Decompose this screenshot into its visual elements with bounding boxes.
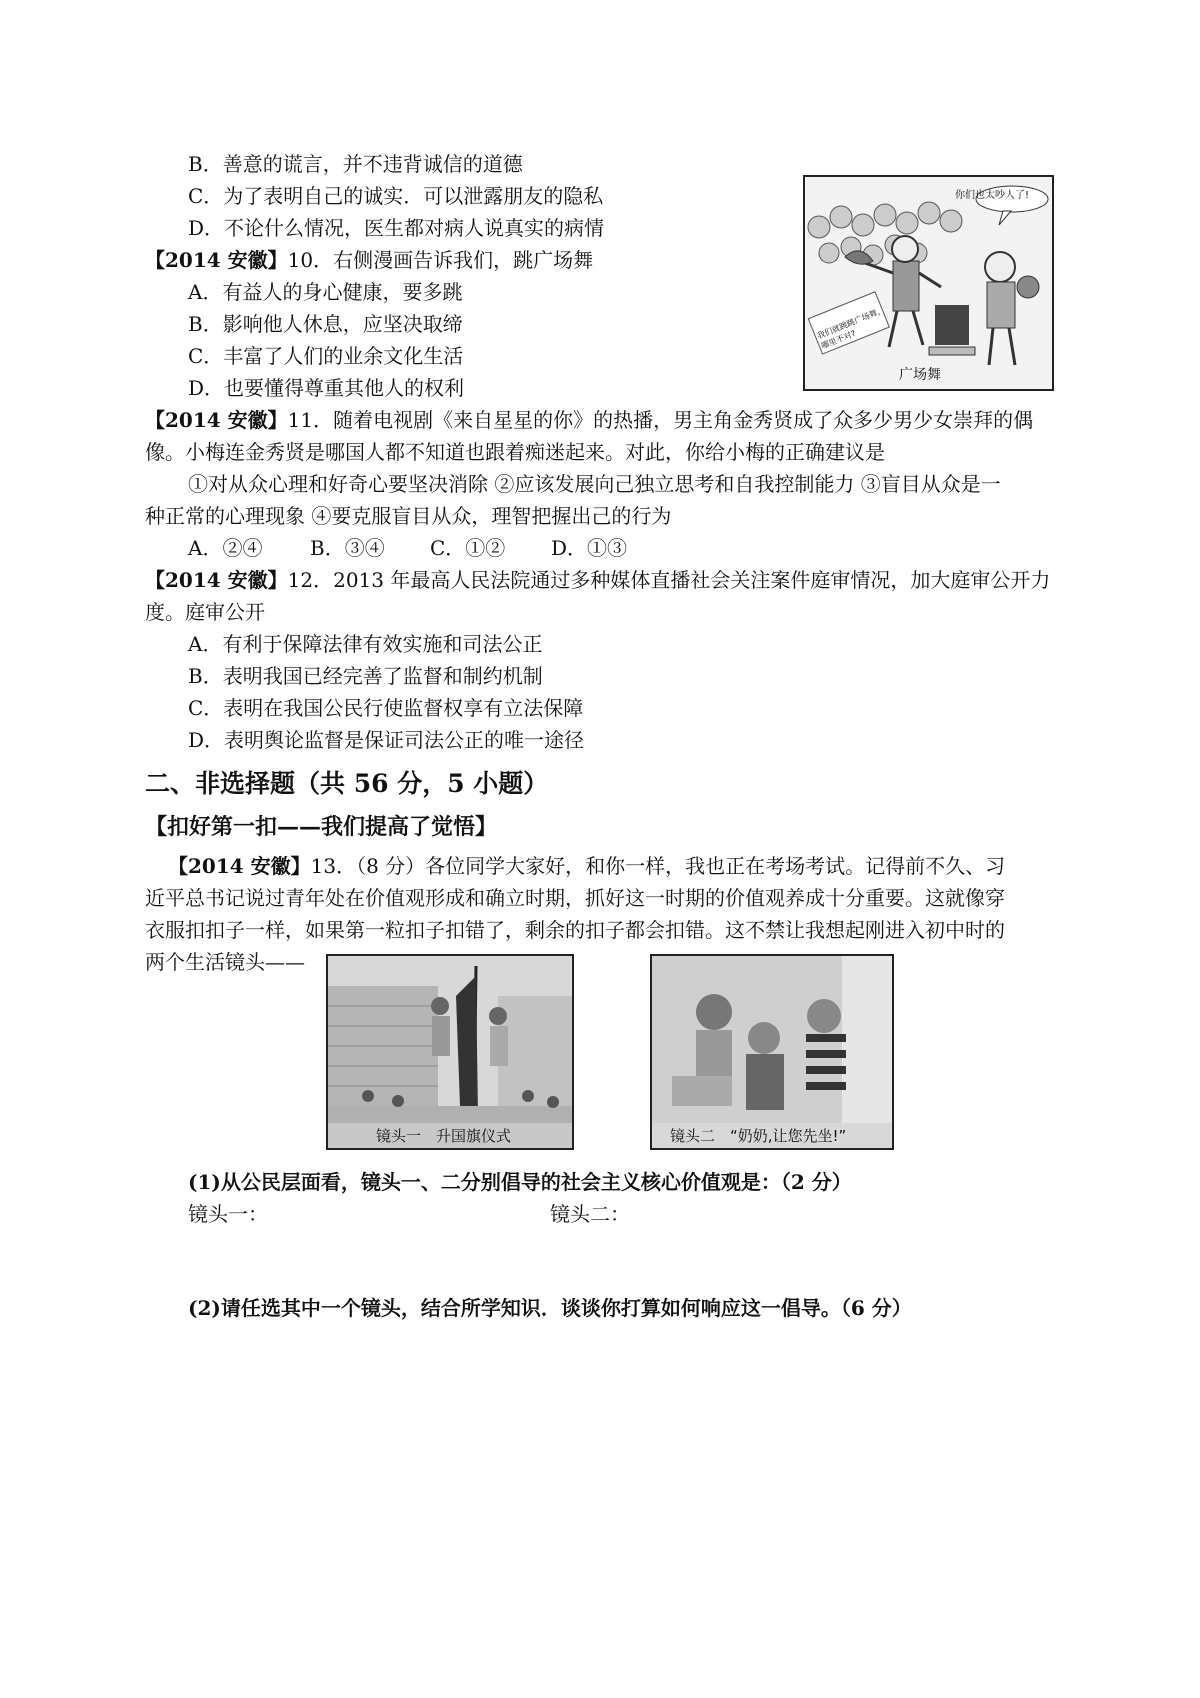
- q10-option-c: C．丰富了人们的业余文化生活: [188, 344, 464, 368]
- q10-tag: 【2014 安徽】: [145, 248, 288, 272]
- q10-option-a: A．有益人的身心健康，要多跳: [188, 280, 463, 304]
- cartoon-drawing: [805, 177, 1052, 389]
- q10-option-d: D．也要懂得尊重其他人的权利: [188, 376, 465, 400]
- q13-line1: [168, 852, 1005, 880]
- q9-option-b: B．善意的谎言，并不违背诚信的道德: [188, 152, 523, 176]
- q10-option-b: B．影响他人休息，应坚决取缔: [188, 312, 463, 336]
- q11-stem-line2: 像。小梅连金秀贤是哪国人都不知道也跟着痴迷起来。对此，你给小梅的正确建议是: [145, 440, 885, 464]
- q10-stem-text: 10．右侧漫画告诉我们，跳广场舞: [287, 248, 594, 272]
- q9-option-d: D．不论什么情况，医生都对病人说真实的病情: [188, 216, 605, 240]
- q10-stem: [145, 246, 593, 274]
- q12-tag: 【2014 安徽】: [145, 568, 288, 592]
- cartoon-speech-bubble: 你们也太吵人了!: [955, 190, 1030, 201]
- q12-option-d: D．表明舆论监督是保证司法公正的唯一途径: [188, 728, 585, 752]
- q11-choice-a: A．②④: [188, 536, 263, 560]
- q13-line3: 衣服扣扣子一样，如果第一粒扣子扣错了，剩余的扣子都会扣错。这不禁让我想起刚进入初中时的: [145, 918, 1005, 942]
- square-dance-cartoon: [803, 175, 1054, 391]
- q12-stem-line2: 度。庭审公开: [145, 600, 265, 624]
- q13-answer-label-1: 镜头一：: [188, 1202, 268, 1226]
- photo-giving-seat-drawing: [652, 956, 892, 1148]
- photo-flag-raising-caption: 镜头一 升国旗仪式: [376, 1127, 512, 1145]
- q11-choice-b: B．③④: [310, 536, 385, 560]
- photo-giving-seat-caption: 镜头二 “奶奶,让您先坐!”: [670, 1127, 847, 1145]
- section-subtitle: 【扣好第一扣——我们提高了觉悟】: [145, 814, 498, 840]
- cartoon-caption: 广场舞: [899, 367, 941, 383]
- q11-stem-line1: [145, 406, 1033, 434]
- q13-sub2: (2)请任选其中一个镜头，结合所学知识．谈谈你打算如何响应这一倡导。（6 分）: [188, 1296, 912, 1320]
- q12-stem-text: 12．2013 年最高人民法院通过多种媒体直播社会关注案件庭审情况，加大庭审公开力: [287, 568, 1051, 592]
- photo-giving-seat: [650, 954, 894, 1150]
- section-title: 二、非选择题（共 56 分，5 小题）: [145, 769, 549, 798]
- q12-stem-line1: [145, 566, 1050, 594]
- q9-option-c: C．为了表明自己的诚实．可以泄露朋友的隐私: [188, 184, 604, 208]
- photo-flag-raising: [326, 954, 574, 1150]
- q11-choice-c: C．①②: [430, 536, 506, 560]
- q13-tag: 【2014 安徽】: [168, 854, 311, 878]
- q12-option-c: C．表明在我国公民行使监督权享有立法保障: [188, 696, 584, 720]
- photo-flag-raising-drawing: [328, 956, 572, 1148]
- q13-answer-label-2: 镜头二：: [550, 1202, 630, 1226]
- q11-stem-text: 11．随着电视剧《来自星星的你》的热播，男主角金秀贤成了众多少男少女崇拜的偶: [287, 408, 1034, 432]
- q11-choice-d: D．①③: [551, 536, 628, 560]
- q11-items-line2: 种正常的心理现象 ④要克服盲目从众，理智把握出己的行为: [145, 504, 672, 528]
- q13-line1-text: 13．（8 分）各位同学大家好，和你一样，我也正在考场考试。记得前不久、习: [310, 854, 1006, 878]
- q12-option-a: A．有利于保障法律有效实施和司法公正: [188, 632, 543, 656]
- q13-sub1: (1)从公民层面看，镜头一、二分别倡导的社会主义核心价值观是：（2 分）: [188, 1170, 852, 1194]
- cartoon-sign: 我们就跳跳广场舞，哪里不对?: [815, 305, 887, 351]
- q11-items-line1: ①对从众心理和好奇心要坚决消除 ②应该发展向己独立思考和自我控制能力 ③盲目从众是一: [188, 472, 1001, 496]
- q13-line2: 近平总书记说过青年处在价值观形成和确立时期，抓好这一时期的价值观养成十分重要。这就像穿: [145, 886, 1005, 910]
- q13-line4: 两个生活镜头——: [145, 950, 305, 974]
- q12-option-b: B．表明我国已经完善了监督和制约机制: [188, 664, 543, 688]
- q11-tag: 【2014 安徽】: [145, 408, 288, 432]
